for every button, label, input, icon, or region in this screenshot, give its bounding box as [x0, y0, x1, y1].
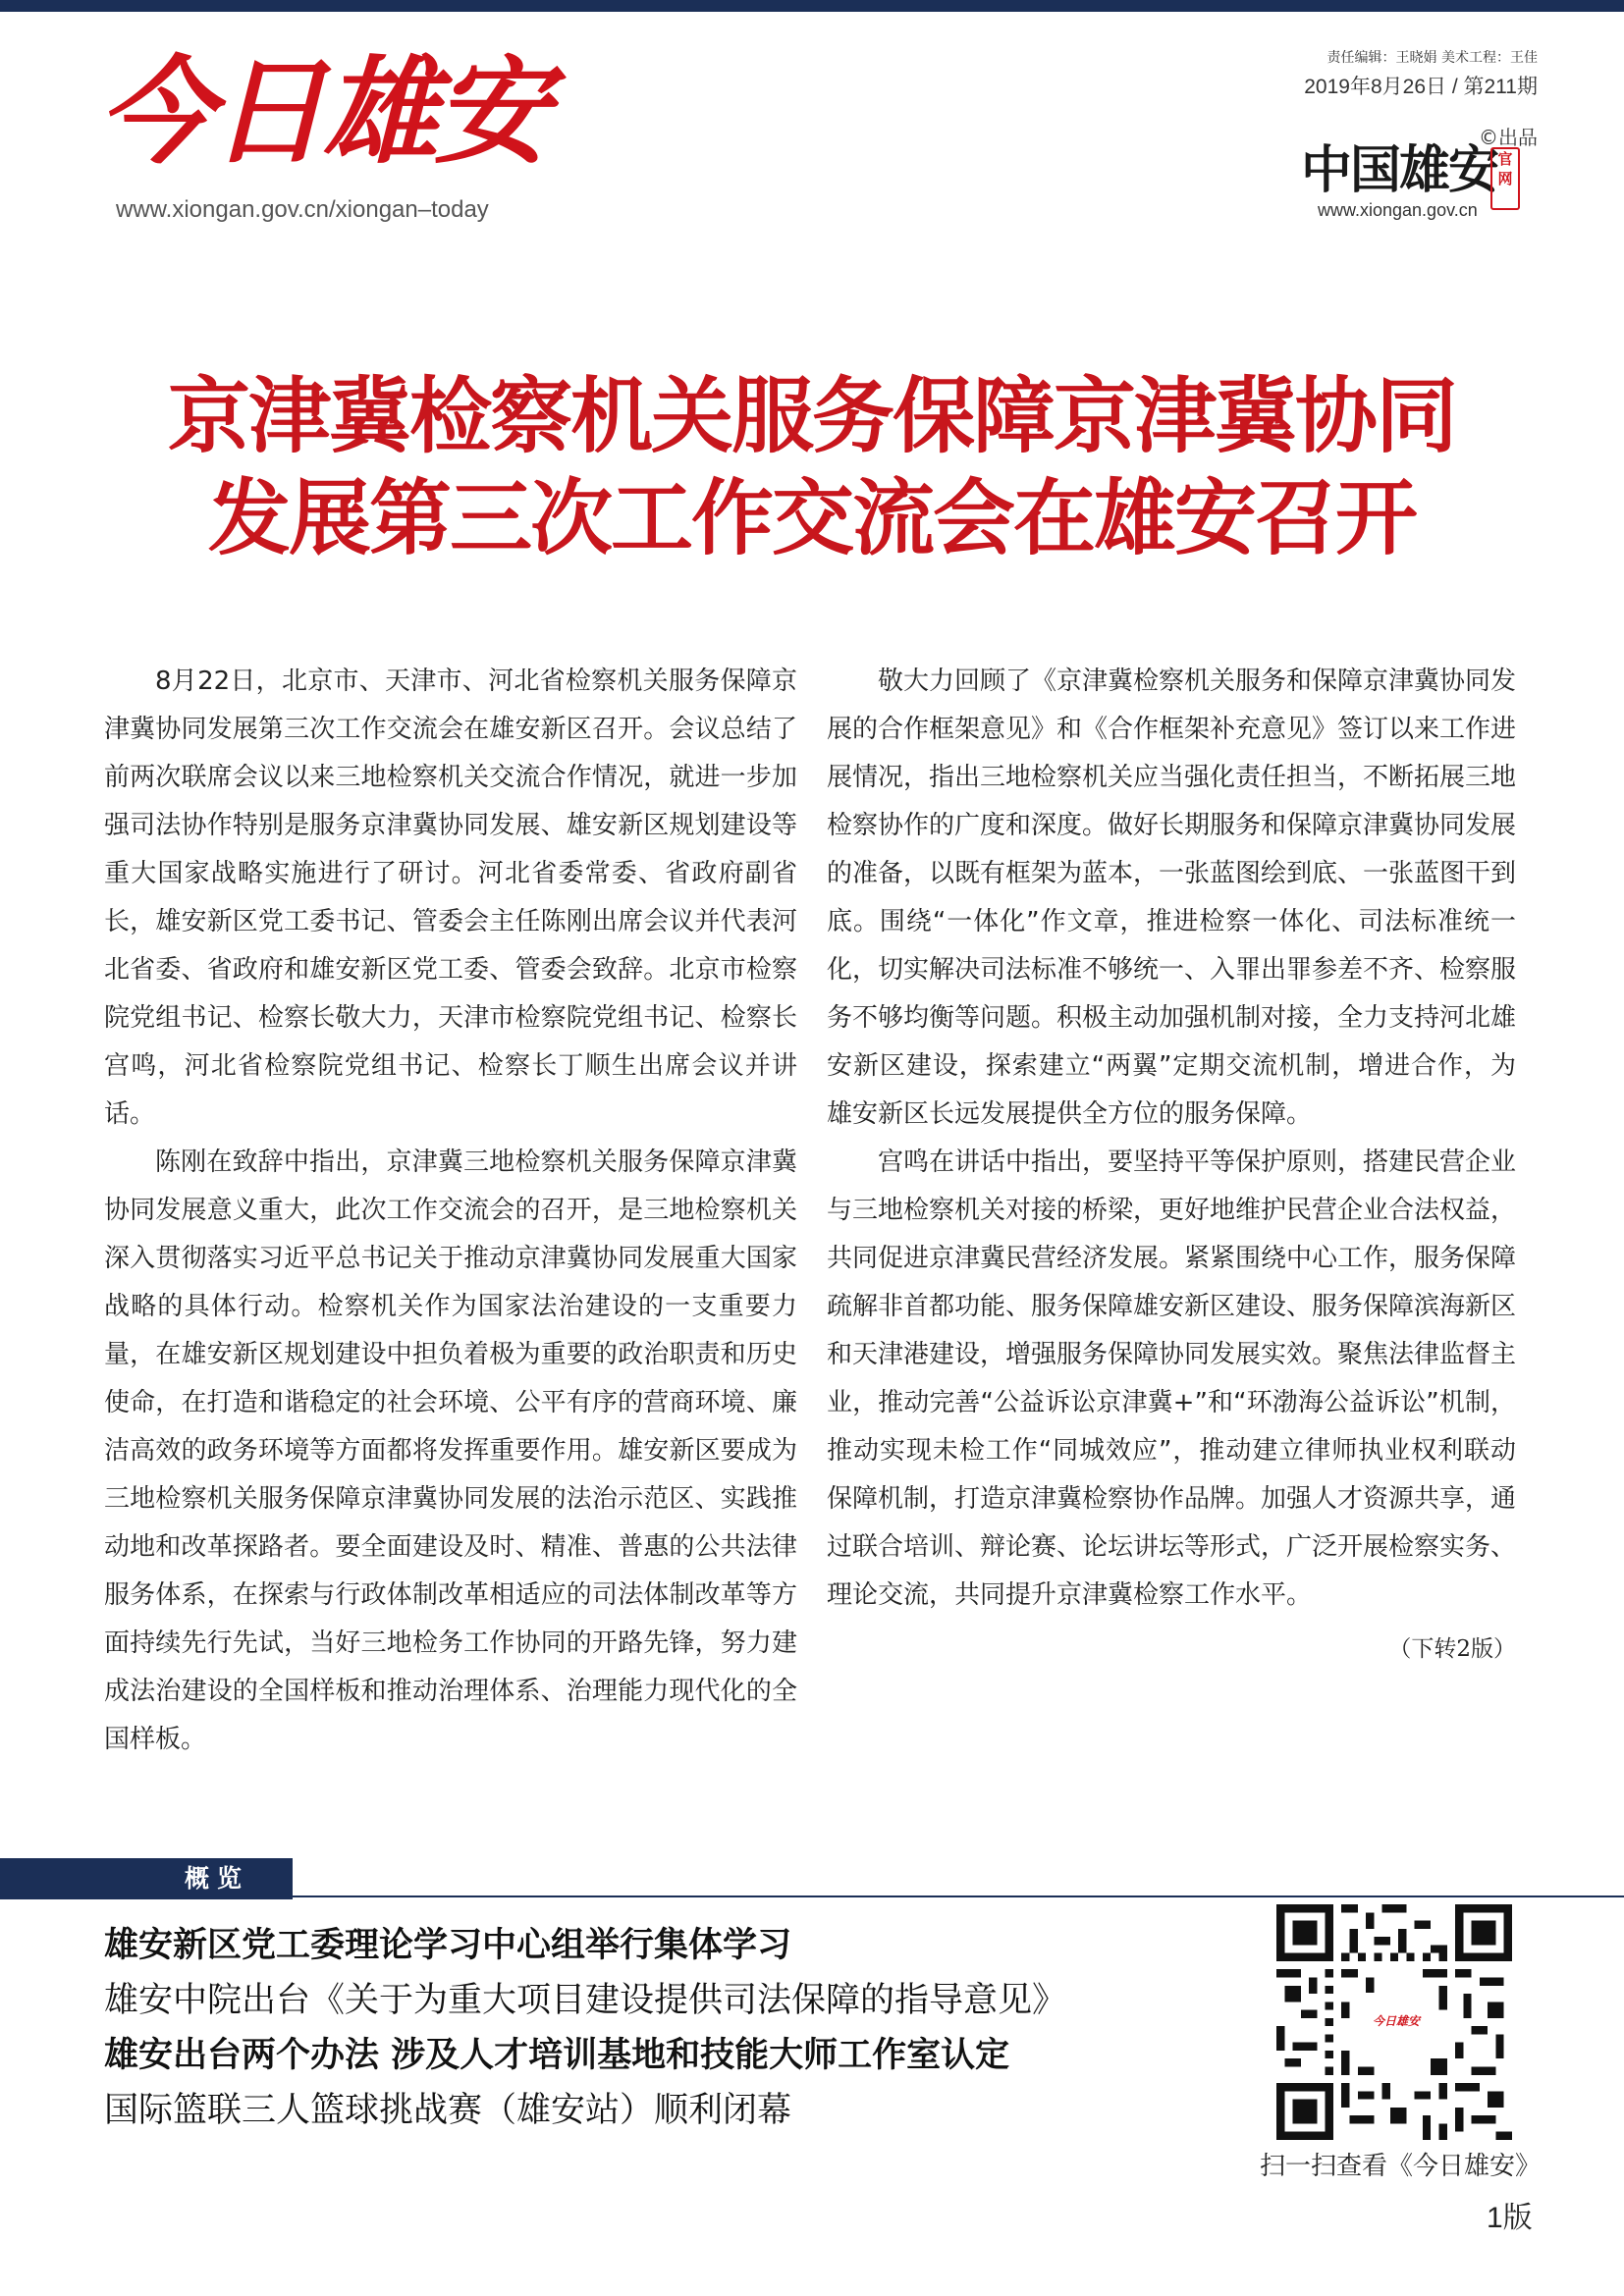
qr-center-logo: 今日雄安: [1361, 1993, 1432, 2050]
editors-credit: 责任编辑：王晓娟 美术工程：王佳: [1326, 50, 1538, 66]
headline: [0, 365, 1624, 569]
article-paragraph: 敬大力回顾了《京津冀检察机关服务和保障京津冀协同发展的合作框架意见》和《合作框架补充意见》签订以来工作进展情况，指出三地检察机关应当强化责任担当，不断拓展三地检察协作的广度和深度。做好长期服务和保障京津冀协同发展的准备，以既有框架为蓝本，一张蓝图绘到底、一张蓝图干到底。围绕“一体化”作文章，推进检察一体化、司法标准统一化，切实解决司法标准不够统一、入罪出罪参差不齐、检察服务不够均衡等问题。积极主动加强机制对接，全力支持河北雄安新区建设，探索建立“两翼”定期交流机制，增进合作，为雄安新区长远发展提供全方位的服务保障。: [827, 667, 1517, 1129]
page-number: 1版: [1487, 2202, 1533, 2234]
news-item[interactable]: 国际篮联三人篮球挑战赛（雄安站）顺利闭幕: [104, 2091, 792, 2130]
continued-note: （下转2版）: [1388, 1636, 1516, 1662]
article-paragraph: 宫鸣在讲话中指出，要坚持平等保护原则，搭建民营企业与三地检察机关对接的桥梁，更好地维护民营企业合法权益，共同促进京津冀民营经济发展。紧紧围绕中心工作，服务保障疏解非首都功能、服务保障雄安新区建设、服务保障滨海新区和天津港建设，增强服务保障协同发展实效。聚焦法律监督主业，推动完善“公益诉讼京津冀+”和“环渤海公益诉讼”机制，推动实现未检工作“同城效应”，推动建立律师执业权利联动保障机制，打造京津冀检察协作品牌。加强人才资源共享，通过联合培训、辩论赛、论坛讲坛等形式，广泛开展检察实务、理论交流，共同提升京津冀检察工作水平。: [827, 1148, 1517, 1610]
article-paragraph: 8月22日，北京市、天津市、河北省检察机关服务保障京津冀协同发展第三次工作交流会在雄安新区召开。会议总结了前两次联席会议以来三地检察机关交流合作情况，就进一步加强司法协作特别是服务京津冀协同发展、雄安新区规划建设等重大国家战略实施进行了研讨。河北省委常委、省政府副省长，雄安新区党工委书记、管委会主任陈刚出席会议并代表河北省委、省政府和雄安新区党工委、管委会致辞。北京市检察院党组书记、检察长敬大力，天津市检察院党组书记、检察长宫鸣，河北省检察院党组书记、检察长丁顺生出席会议并讲话。: [104, 667, 797, 1129]
overview-news-list: [104, 1926, 1204, 2146]
article-paragraph: 陈刚在致辞中指出，京津冀三地检察机关服务保障京津冀协同发展意义重大，此次工作交流会的召开，是三地检察机关深入贯彻落实习近平总书记关于推动京津冀协同发展重大国家战略的具体行动。检察机关作为国家法治建设的一支重要力量，在雄安新区规划建设中担负着极为重要的政治职责和历史使命，在打造和谐稳定的社会环境、公平有序的营商环境、廉洁高效的政务环境等方面都将发挥重要作用。雄安新区要成为三地检察机关服务保障京津冀协同发展的法治示范区、实践推动地和改革探路者。要全面建设及时、精准、普惠的公共法律服务体系，在探索与行政体制改革相适应的司法体制改革等方面持续先行先试，当好三地检务工作协同的开路先锋，努力建成法治建设的全国样板和推动治理体系、治理能力现代化的全国样板。: [104, 1148, 797, 1754]
article-column-right: [827, 658, 1516, 1674]
news-item[interactable]: 雄安出台两个办法 涉及人才培训基地和技能大师工作室认定: [104, 2036, 1010, 2075]
brand-logo: 中国雄安: [1301, 140, 1498, 200]
brand-url[interactable]: www.xiongan.gov.cn: [1318, 200, 1478, 220]
masthead-url[interactable]: www.xiongan.gov.cn/xiongan–today: [116, 196, 489, 223]
headline-line-2: 发展第三次工作交流会在雄安召开: [207, 469, 1416, 566]
headline-line-1: 京津冀检察机关服务保障京津冀协同: [167, 367, 1456, 464]
news-item[interactable]: 雄安新区党工委理论学习中心组举行集体学习: [104, 1926, 792, 1965]
brand-seal-text: 官网: [1497, 150, 1513, 187]
produced-by: ©出品: [1479, 126, 1538, 149]
overview-divider: [293, 1896, 1624, 1897]
top-color-bar: [0, 0, 1624, 12]
overview-label: 概览: [184, 1864, 249, 1893]
qr-caption: 扫一扫查看《今日雄安》: [1259, 2152, 1541, 2181]
issue-date: 2019年8月26日 / 第211期: [1304, 76, 1538, 98]
overview-label-bar: [0, 1858, 293, 1899]
article-column-left: [104, 658, 797, 1764]
news-item[interactable]: 雄安中院出台《关于为重大项目建设提供司法保障的指导意见》: [104, 1981, 1067, 2020]
masthead-title: 今日雄安: [98, 43, 547, 180]
brand-seal: [1490, 147, 1520, 210]
